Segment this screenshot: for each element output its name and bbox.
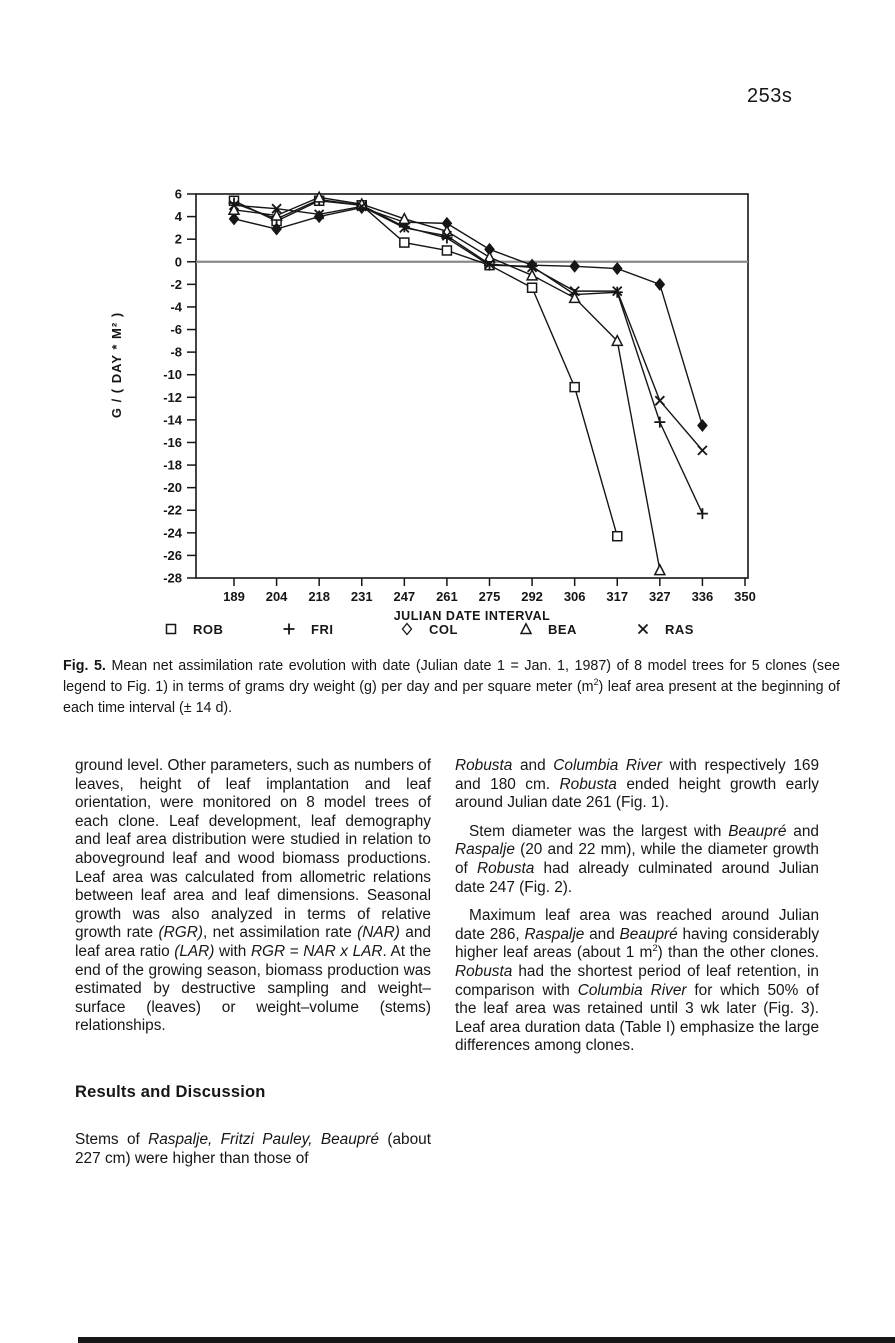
- series-rob: [230, 196, 622, 540]
- legend-item-ras: [639, 622, 694, 637]
- svg-text:ROB: ROB: [193, 622, 224, 637]
- svg-text:6: 6: [174, 186, 182, 202]
- svg-text:RAS: RAS: [665, 622, 694, 637]
- y-axis-ticks: [163, 187, 196, 586]
- paragraph-methods-continuation: ground level. Other parameters, such as numbers of leaves, height of leaf implantation and leaf orientation, were monitored on 8 model trees of each clone. Leaf development, leaf demography and leaf area distribution were studied in relation to aboveground leaf and wood biomass productions. Leaf area was calculated from allometric relations between leaf area and leaf dimensions. Seasonal growth was also analyzed in terms of relative growth rate (RGR), net assimilation rate (NAR) and leaf area ratio (LAR) with RGR = NAR x LAR. At the end of the growing season, biomass production was estimated by destructive sampling and weight–surface (leaves) or weight–volume (stems) relationships.: [75, 757, 432, 1035]
- svg-text:261: 261: [436, 589, 458, 604]
- svg-text:350: 350: [734, 589, 756, 604]
- series-fri: [229, 194, 708, 519]
- legend-item-col: [403, 622, 458, 637]
- svg-text:-20: -20: [163, 480, 182, 496]
- legend-item-fri: [284, 622, 334, 637]
- svg-text:G / ( DAY * M² ): G / ( DAY * M² ): [109, 311, 124, 419]
- svg-text:327: 327: [648, 589, 671, 604]
- svg-text:-2: -2: [170, 276, 182, 292]
- paragraph-stems: Stems of Raspalje, Fritzi Pauley, Beaupré (about 227 cm) were higher than those of: [75, 1130, 431, 1167]
- svg-text:4: 4: [174, 209, 182, 225]
- svg-text:292: 292: [521, 589, 543, 604]
- section-heading-results: Results and Discussion: [75, 1082, 266, 1101]
- x-axis-ticks: [223, 578, 756, 604]
- svg-text:-4: -4: [170, 299, 182, 315]
- svg-text:204: 204: [265, 589, 288, 604]
- svg-text:317: 317: [606, 589, 629, 604]
- svg-text:306: 306: [563, 589, 586, 604]
- svg-text:-6: -6: [170, 322, 182, 338]
- svg-text:2: 2: [174, 231, 182, 247]
- series-col: [230, 202, 707, 431]
- figure-5: [95, 183, 795, 653]
- svg-text:COL: COL: [429, 622, 458, 637]
- svg-text:JULIAN DATE INTERVAL: JULIAN DATE INTERVAL: [393, 609, 551, 623]
- svg-text:-28: -28: [163, 570, 182, 586]
- svg-text:0: 0: [174, 254, 182, 270]
- svg-text:247: 247: [393, 589, 416, 604]
- figure-caption: Fig. 5. Mean net assimilation rate evolution with date (Julian date 1 = Jan. 1, 1987) of 8 model trees for 5 clones (see legend to Fig. 1) in terms of grams dry weight (g) per day and per square meter $(m^2)$ leaf area present at the beginning of each time interval (± 14 d).: [63, 658, 840, 716]
- svg-text:-14: -14: [163, 412, 182, 428]
- svg-text:275: 275: [478, 589, 501, 604]
- page-number: 253s: [747, 85, 793, 107]
- legend-item-rob: [167, 622, 224, 637]
- paragraph-stem-diameter: Stem diameter was the largest with Beaupré and Raspalje (20 and 22 mm), while the diameter growth of Robusta had already culminated around Julian date 247 (Fig. 2).: [455, 822, 819, 896]
- nar-line-chart: [95, 183, 795, 653]
- svg-text:-12: -12: [163, 389, 182, 405]
- left-column: [75, 757, 431, 1178]
- legend-item-bea: [521, 622, 577, 637]
- chart-legend: [167, 622, 694, 637]
- svg-text:-16: -16: [163, 434, 182, 450]
- svg-text:-24: -24: [163, 525, 182, 541]
- svg-text:231: 231: [350, 589, 373, 604]
- svg-text:BEA: BEA: [548, 622, 577, 637]
- svg-text:189: 189: [223, 589, 245, 604]
- svg-text:FRI: FRI: [311, 622, 334, 637]
- series-ras: [230, 201, 707, 455]
- svg-text:218: 218: [308, 589, 331, 604]
- right-column: [455, 757, 819, 1066]
- svg-text:-26: -26: [163, 547, 182, 563]
- svg-text:-8: -8: [170, 344, 182, 360]
- svg-text:-18: -18: [163, 457, 182, 473]
- svg-text:-10: -10: [163, 367, 182, 383]
- scan-edge-bar: [78, 1337, 895, 1343]
- paragraph-leaf-area: Maximum leaf area was reached around Julian date 286, Raspalje and Beaupré having considerably higher leaf areas (about 1 $m^2$) than the other clones. Robusta had the shortest period of leaf retention, in comparison with Columbia River for which 50% of the leaf area was retained until 3 wk later (Fig. 3). Leaf area duration data (Table I) emphasize the large differences among clones.: [455, 907, 820, 1055]
- paragraph-heights: Robusta and Columbia River with respectively 169 and 180 cm. Robusta ended height growth early around Julian date 261 (Fig. 1).: [455, 757, 820, 812]
- svg-text:336: 336: [691, 589, 714, 604]
- svg-text:-22: -22: [163, 502, 182, 518]
